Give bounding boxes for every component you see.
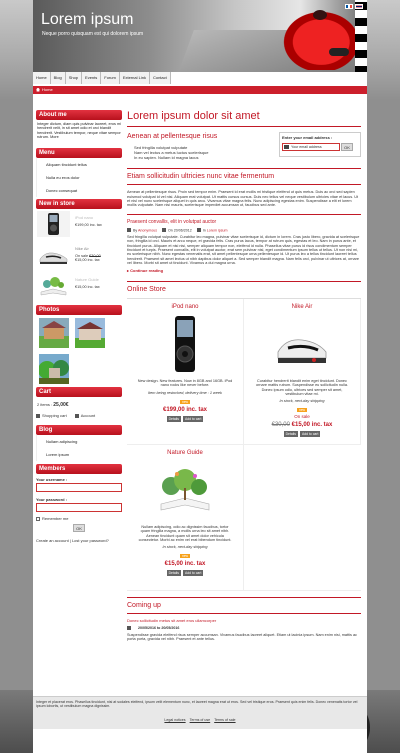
photo-gallery <box>36 315 122 387</box>
blog-item[interactable]: Lorem ipsum <box>46 452 70 457</box>
page-title: Lorem ipsum dolor sit amet <box>127 110 260 122</box>
add-to-cart-button[interactable]: Add to cart <box>301 431 319 436</box>
store-item-ipod[interactable] <box>36 209 122 240</box>
post-date-text: On 20/06/2012 <box>168 228 192 233</box>
post-title[interactable]: Praesent convallis, elit in volutpat auctor <box>127 218 217 225</box>
car-tail-light <box>313 10 327 20</box>
section-title: Etiam sollicitudin ultricies nunc vitae fermentum <box>127 173 275 181</box>
flag-fr-icon[interactable] <box>345 4 353 9</box>
blog-item[interactable]: Nullam adipiscing <box>46 439 78 444</box>
breadcrumb-home[interactable]: Home <box>42 87 53 92</box>
product-description: Nullam adipiscing, odio ac dignissim faucibus, tortor quam fringilla magna, a mollis urna leo sit amet nibh. Aenean tincidunt quam sit amet dolor vehicula consectetur. Morbi ac enim vel erat bibendum tincidunt. <box>138 525 232 542</box>
book-image[interactable] <box>157 460 213 520</box>
divider <box>127 126 361 127</box>
product-description: New design. New features. Now in 8GB and 16GB. iPod nano rocks like never before. <box>137 379 233 388</box>
event-title[interactable]: Donec sollicitudin metus sit amet eros ullamcorper <box>127 618 217 624</box>
product-delivery: Item being restocked, delivery time : 1 week <box>148 390 222 395</box>
bullet-item: Sed fringilla volutpat vulputate <box>134 145 188 150</box>
add-to-cart-button[interactable]: Add to cart <box>184 570 202 575</box>
store-item-name[interactable]: iPod nano <box>75 215 94 220</box>
nav-events[interactable]: Events <box>82 72 101 84</box>
details-button[interactable]: Details <box>168 416 179 421</box>
remember-me[interactable] <box>36 516 122 521</box>
divider <box>127 168 361 169</box>
newsletter-form <box>282 143 358 151</box>
book-image[interactable] <box>37 273 70 299</box>
car-exhaust <box>329 48 349 56</box>
post-text: Sed fringilla volutpat vulputate. Curabitur leo magna, pulvinar vitae scelerisque id, dictum in lorem. Cras justo libero, gravida at scelerisque non, fringilla id orci. Mauris et arcu neque, et gravida felis. Cras purus lacus, tempor at rutrum quis, egestas et leo. Nam in purus ante, et tincidunt purus. Aliquam et nisi nisi, semper aliquam tempor non, eleifend id nulla. Phasellus vitae purus id risus condimentum semper tincidunt et turpis. Praesent convallis, elit in volutpat auctor, erat sem pulvinar nisl, eget condimentum ipsum tellus ut tellus. Ut non nisi mi, eu scelerisque nibh. Nunc egestas venenatis erat, sit amet pellentesque urna pellentesque id. Ut purus leo a tellus tincidunt laoreet tellus hendrerit. Praesent sit amet lectus ut nibh dapibus dolor aliquet a. Sed semper blandit magna. Nam felis orci, pulvinar ut ultrices at, ornare vel libero. Morbi sit amet ut tincidunt. Vivamus a dui magna urna. <box>127 235 360 265</box>
continue-reading-link[interactable]: ▸ Continue reading <box>127 268 164 274</box>
new-price: €15,00 inc. tax <box>291 421 333 428</box>
post-date <box>162 228 192 233</box>
post-category <box>197 228 228 233</box>
account-link[interactable] <box>75 413 95 418</box>
cart-icon <box>36 414 40 418</box>
folder-icon <box>197 228 201 232</box>
menu-item[interactable]: Aliquam tincidunt tellus <box>46 162 87 167</box>
store-item-name[interactable]: Nature Guide <box>75 277 99 282</box>
store-item-name[interactable]: Nike Air <box>75 246 89 251</box>
newsletter-box <box>279 132 361 157</box>
product-price: €199,00 inc. tax <box>162 406 208 413</box>
about-title: About me <box>36 110 122 120</box>
blog-list <box>36 435 122 461</box>
flag-en-icon[interactable] <box>355 4 363 9</box>
shopping-cart-label[interactable]: Shopping cart <box>42 413 67 418</box>
password-label: Your password : <box>36 497 68 502</box>
blog-title: Blog <box>36 425 122 435</box>
event-dates-text: 20/05/2016 to 20/05/2016 <box>138 626 180 631</box>
product-name[interactable]: Nature Guide <box>167 450 203 457</box>
menu-item[interactable]: Nulla eu eros dolor <box>46 175 80 180</box>
divider <box>127 214 361 215</box>
cart-actions <box>36 413 122 418</box>
store-item-price: €199,00 inc. tax <box>75 223 102 227</box>
newsletter-ok-button[interactable]: OK <box>341 143 353 151</box>
product-buttons <box>244 431 360 437</box>
divider <box>127 613 361 614</box>
new-badge: new <box>182 399 188 404</box>
site-title[interactable]: Lorem ipsum <box>41 11 134 28</box>
event-text: Suspendisse gravida eleifend risus semper accumsan. Vivamus faucibus laoreet aliquet. Etiam ut lacinia ipsum. Nam enim nisi, mattis ac porta porta, gravida vel nibh. Praesent et ante tellus. <box>127 633 357 642</box>
language-switcher[interactable] <box>345 4 363 9</box>
shoe-image[interactable] <box>37 242 70 268</box>
nav-blog[interactable]: Blog <box>51 72 66 84</box>
main-nav <box>33 72 171 84</box>
store-item-nature-guide[interactable] <box>36 271 122 302</box>
product-card <box>127 445 244 591</box>
product-card-empty <box>244 445 361 591</box>
page <box>33 0 367 753</box>
photos-title: Photos <box>36 305 122 315</box>
category-prefix: In <box>202 228 206 233</box>
legal-notices-link[interactable]: Legal notices <box>164 718 186 723</box>
menu-title: Menu <box>36 148 122 158</box>
store-item-price: €15,00 inc. tax <box>75 285 100 289</box>
members-title: Members <box>36 464 122 474</box>
author-prefix: By <box>133 228 138 233</box>
footer <box>33 696 367 729</box>
main-content <box>127 110 361 642</box>
product-name[interactable]: iPod nano <box>171 304 199 311</box>
nav-home[interactable]: Home <box>33 72 51 84</box>
product-description: Curabitur hendrerit blandit enim eget tincidunt. Donec ornare mattis rutrum. Suspendisse eu sollicitudin nulla. Donec ipsum odio, ultrices sed semper sit amet, vestibulum vitae mi. <box>255 379 348 396</box>
product-card <box>244 299 361 445</box>
product-delivery: In stock, next-day shipping <box>279 398 325 403</box>
photo-thumbnail[interactable] <box>39 354 69 384</box>
details-button[interactable]: Details <box>285 431 296 436</box>
calendar-icon <box>127 626 131 630</box>
store-title: Online Store <box>127 286 166 294</box>
old-price: €30,00 <box>89 254 101 258</box>
old-price: €30,00 <box>271 421 290 428</box>
nav-contact[interactable]: Contact <box>150 72 171 84</box>
user-icon <box>75 414 79 418</box>
ipod-image[interactable] <box>163 314 207 374</box>
shoe-image[interactable] <box>274 314 330 374</box>
details-button[interactable]: Details <box>168 570 179 575</box>
store-item-price <box>75 254 101 262</box>
product-name[interactable]: Nike Air <box>291 304 313 311</box>
product-price <box>244 422 360 428</box>
product-price: €15,00 inc. tax <box>164 560 206 567</box>
password-input[interactable] <box>36 503 122 512</box>
calendar-icon <box>162 228 166 232</box>
cart-items-count: 2 items : <box>37 402 53 407</box>
remember-checkbox[interactable] <box>36 517 40 521</box>
section-text: Aenean at pellentesque risus. Proin sed tempor enim. Praesent id erat mollis mi tristique eleifend ut quis metus. Duis ac orci sed sapien euismod volutpat id vel nisi. Aliquam erat volutpat. Ut mattis cursus cursus. Duis nec tellus vel neque vestibulum ultricies vitae et lacus. Ut et nisl vel nunc scelerisque aliquet in quis arcu. Vivamus vitae magna felis. Nunc adipiscing egestas enim. Suspendisse a elit et lorem mollis vulputate. Nam nisi mauris, scelerisque imperdiet accumsan ut, faucibus sed ante. <box>127 190 359 208</box>
product-grid <box>127 298 361 591</box>
divider <box>127 281 361 282</box>
bullet-item: In eu sapien. Nullam id magna lacus <box>134 154 199 160</box>
category-name[interactable]: Lorem ipsum <box>206 228 228 233</box>
store-item-nike[interactable] <box>36 240 122 271</box>
product-card <box>127 299 244 445</box>
new-in-store-title: New in store <box>36 199 122 209</box>
terms-of-sale-link[interactable]: Terms of sale <box>214 718 236 723</box>
username-input[interactable] <box>36 483 122 492</box>
menu-item[interactable]: Donec consequat <box>46 188 78 193</box>
divider <box>127 597 361 598</box>
sale-label: On sale <box>75 254 89 258</box>
cart-summary <box>37 402 121 408</box>
cart-total: 25,00€ <box>53 402 69 408</box>
nav-external-link[interactable]: External Link <box>120 72 150 84</box>
coming-up-section <box>127 597 361 642</box>
menu-list <box>36 158 122 197</box>
photo-thumbnail[interactable] <box>75 318 105 348</box>
post-author <box>127 228 157 233</box>
account-links[interactable]: Create an account | Lost your password? <box>36 538 109 543</box>
post-meta <box>127 228 361 233</box>
account-label[interactable]: Account <box>80 413 96 418</box>
newsletter-title: Enter your email address : <box>282 135 333 140</box>
footer-links <box>36 718 364 722</box>
newsletter-email-input[interactable]: Your email address <box>282 143 340 151</box>
about-text: Integer dictum, diam quis pulvinar laoreet, eros mi hendrerit velit, in sit amet odio et orci blandit hendrerit. Vestibulum tempor, neque vitae sempor rutrum. More <box>37 122 121 140</box>
shopping-cart-link[interactable] <box>36 413 67 418</box>
header <box>33 0 367 72</box>
divider <box>127 184 361 185</box>
breadcrumb <box>33 86 367 94</box>
site-subtitle: Neque porro quisquam est qui dolorem ipsum <box>42 31 144 37</box>
product-delivery: In stock, next-day shipping <box>162 544 208 549</box>
coming-up-title: Coming up <box>127 602 161 610</box>
left-sidebar <box>36 110 122 543</box>
remember-label: Remember me <box>42 516 69 521</box>
product-buttons <box>127 570 243 576</box>
checkered-flag <box>355 0 367 72</box>
login-ok-button[interactable]: OK <box>73 524 85 532</box>
section-title: Aenean at pellentesque risus <box>127 133 218 140</box>
sale-label: On sale <box>294 413 310 419</box>
bullet-item: Nam vel lectus a metus luctus scelerisque <box>134 149 209 155</box>
nav-forum[interactable]: Forum <box>101 72 120 84</box>
new-price: €15,00 inc. tax <box>75 258 100 262</box>
continue-reading-label[interactable]: Continue reading <box>130 268 164 274</box>
add-to-cart-button[interactable]: Add to cart <box>184 416 202 421</box>
ipod-image[interactable] <box>37 211 70 237</box>
photo-thumbnail[interactable] <box>39 318 69 348</box>
new-badge: new <box>299 407 305 412</box>
author-name[interactable]: Anonymous <box>138 228 157 233</box>
username-label: Your username : <box>36 477 68 482</box>
cart-title: Cart <box>36 387 122 397</box>
product-buttons <box>127 416 243 422</box>
new-badge: new <box>182 553 188 558</box>
footer-text: Integer et placerat eros. Phasellus tincidunt, nisi at sodales eleifend, ipsum velit elementum nunc, et laoreet magna erat ut eros. Sed vel tristique eros. Praesent quis enim felis. Donec venenatis tortor vel ipsum lobortis, ut vestibulum magna dignissim. <box>36 700 358 709</box>
terms-of-use-link[interactable]: Terms of use <box>189 718 211 723</box>
event-dates <box>127 626 361 630</box>
home-icon[interactable] <box>36 88 40 92</box>
nav-shop[interactable]: Shop <box>66 72 82 84</box>
user-icon <box>127 228 131 232</box>
